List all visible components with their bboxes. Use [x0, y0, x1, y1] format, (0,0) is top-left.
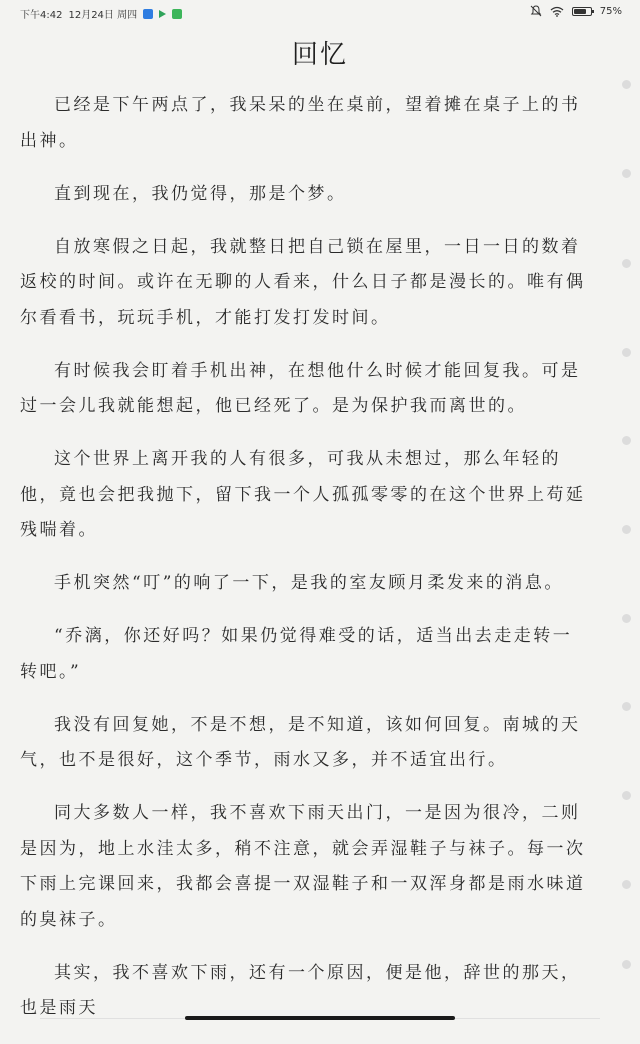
battery-icon [572, 7, 592, 16]
article-body[interactable] [20, 88, 590, 1044]
paragraph: 有时候我会盯着手机出神，在想他什么时候才能回复我。可是过一会儿我就能想起，他已经死了。是为保护我而离世的。 [20, 360, 581, 416]
battery-percent: 75% [599, 5, 622, 17]
status-right [530, 5, 622, 17]
article-title: 回忆 [291, 40, 348, 70]
status-bar [0, 0, 640, 24]
paragraph: 直到现在，我仍觉得，那是个梦。 [54, 183, 347, 204]
edge-marker [622, 259, 631, 268]
status-date: 12月24日 周四 [68, 10, 138, 21]
edge-marker [622, 880, 631, 889]
edge-marker [622, 169, 631, 178]
edge-marker [622, 702, 631, 711]
edge-marker [622, 525, 631, 534]
edge-marker [622, 80, 631, 89]
paragraph: 已经是下午两点了，我呆呆的坐在桌前，望着摊在桌子上的书出神。 [20, 95, 581, 151]
paragraph: 我没有回复她，不是不想，是不知道，该如何回复。南城的天气，也不是很好，这个季节，雨水又多，并不适宜出行。 [20, 714, 581, 770]
app-notification-icon-2 [172, 9, 182, 19]
paragraph: 自放寒假之日起，我就整日把自己锁在屋里，一日一日的数着返校的时间。或许在无聊的人看来，什么日子都是漫长的。唯有偶尔看看书，玩玩手机，才能打发打发时间。 [20, 236, 586, 328]
paragraph: 这个世界上离开我的人有很多，可我从未想过，那么年轻的他，竟也会把我抛下，留下我一个人孤孤零零的在这个世界上苟延残喘着。 [20, 449, 586, 540]
wifi-icon [550, 6, 564, 17]
status-left [20, 6, 182, 21]
paragraph: 其实，我不喜欢下雨，还有一个原因，便是他，辞世的那天，也是雨天 [20, 962, 581, 1018]
paragraph: “乔漓，你还好吗？如果仍觉得难受的话，适当出去走走转一转吧。” [20, 626, 573, 682]
status-time: 下午4:42 [20, 10, 63, 21]
edge-marker [622, 436, 631, 445]
edge-marker [622, 960, 631, 969]
home-indicator[interactable] [185, 1016, 455, 1020]
edge-marker [622, 614, 631, 623]
paragraph: 手机突然“叮”的响了一下，是我的室友顾月柔发来的消息。 [54, 573, 564, 593]
edge-marker [622, 791, 631, 800]
mute-icon [530, 5, 542, 17]
play-icon [159, 10, 166, 18]
battery-level-fill [574, 9, 586, 14]
paragraph: 同大多数人一样，我不喜欢下雨天出门，一是因为很冷，二则是因为，地上水洼太多，稍不注意，就会弄湿鞋子与袜子。每一次下雨上完课回来，我都会喜提一双湿鞋子和一双浑身都是雨水味道的臭袜子。 [20, 803, 586, 930]
edge-marker [622, 348, 631, 357]
app-notification-icon [143, 9, 153, 19]
